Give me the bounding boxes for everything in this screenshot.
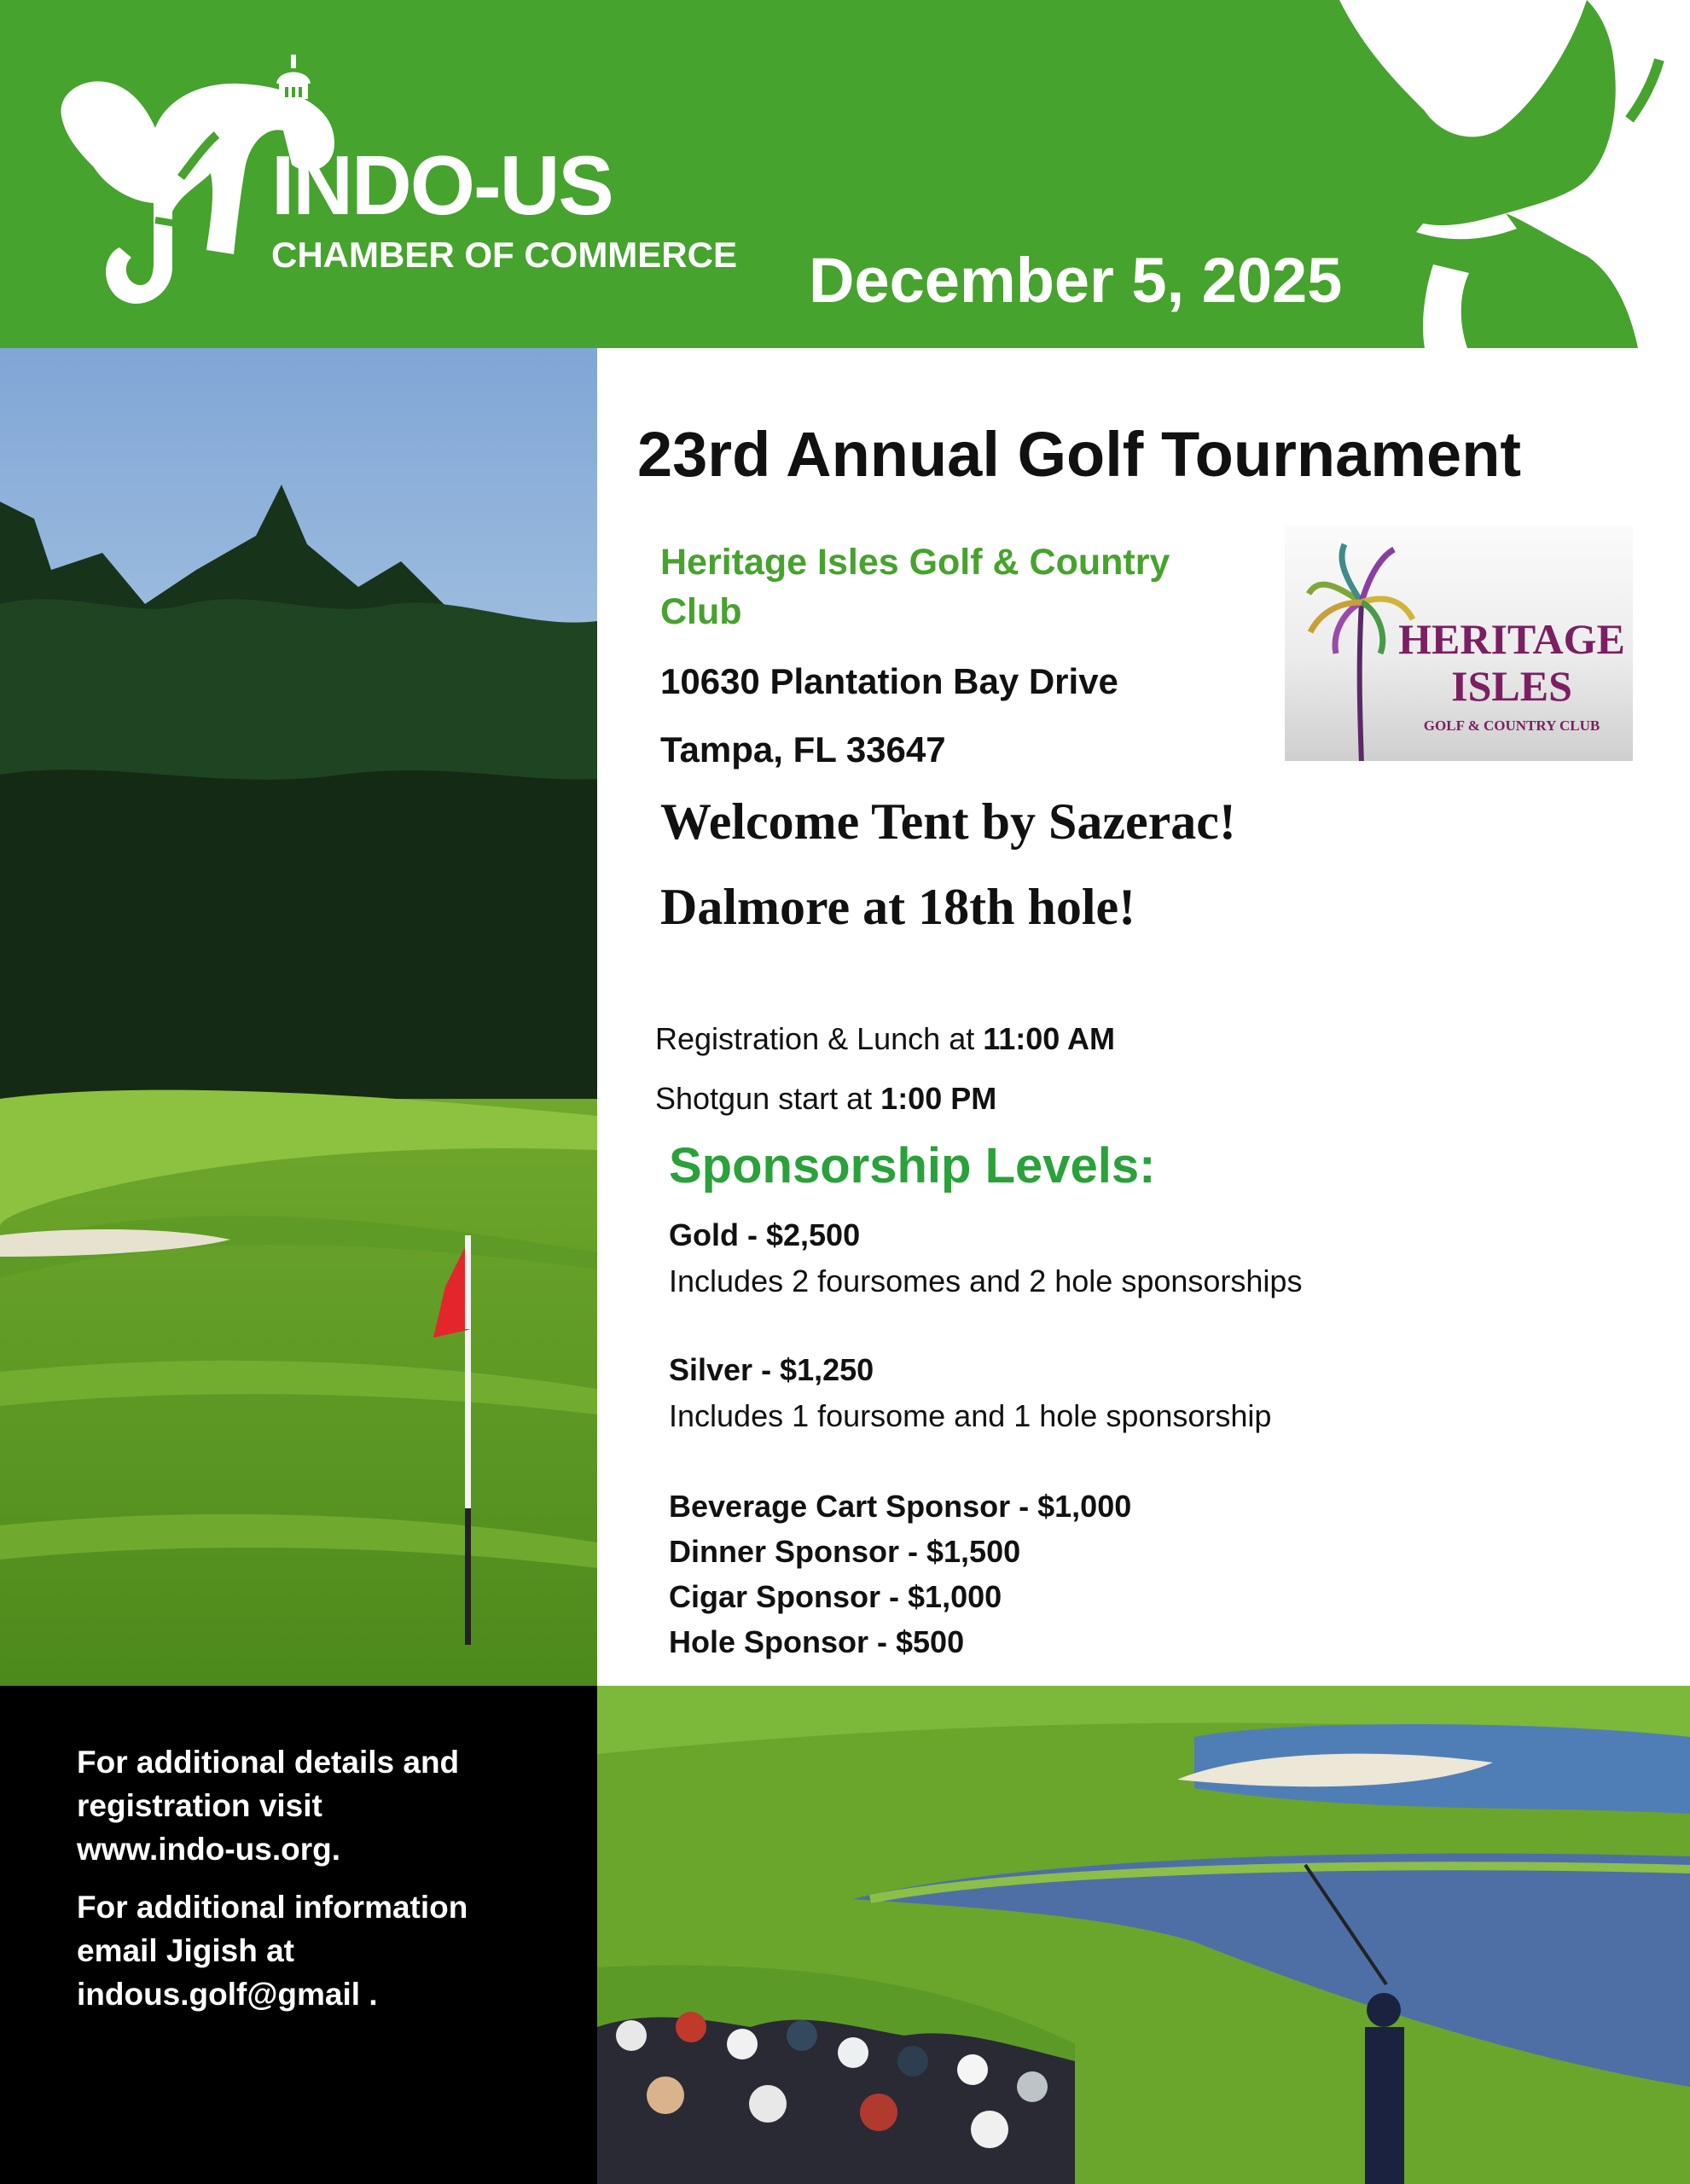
- details-line: For additional details and: [77, 1745, 460, 1780]
- isles-text: ISLES: [1451, 662, 1572, 710]
- golf-tournament-photo: [597, 1686, 1690, 2184]
- registration-label: Registration & Lunch at: [655, 1021, 984, 1056]
- venue-line: Club: [660, 591, 742, 632]
- venue-line: Heritage Isles Golf & Country: [660, 542, 1170, 583]
- shotgun-start: [655, 1083, 1423, 1114]
- welcome-tent-note: Welcome Tent by Sazerac!: [660, 793, 1236, 850]
- sponsor-item: Beverage Cart Sponsor - $1,000: [669, 1489, 1132, 1524]
- palm-tree-icon: [1285, 526, 1633, 761]
- heritage-isles-logo: [1285, 526, 1633, 761]
- silver-description: Includes 1 foursome and 1 hole sponsorship: [669, 1398, 1272, 1433]
- shotgun-label: Shotgun start at: [655, 1081, 881, 1116]
- brand-subtitle: CHAMBER OF COMMERCE: [271, 235, 737, 275]
- silver-level: Silver - $1,250: [669, 1352, 874, 1387]
- contact-line: email Jigish at: [77, 1933, 294, 1968]
- header-banner: [0, 0, 1690, 348]
- venue-name: [660, 537, 1257, 636]
- golf-course-photo: [0, 348, 597, 1686]
- registration-time-value: 11:00 AM: [983, 1021, 1115, 1056]
- event-title: 23rd Annual Golf Tournament: [637, 419, 1522, 490]
- elephant-silhouette-icon: [1331, 0, 1690, 348]
- contact-info-panel: [0, 1686, 597, 2184]
- sponsorship-heading: Sponsorship Levels:: [669, 1138, 1156, 1194]
- gold-description: Includes 2 foursomes and 2 hole sponsorships: [669, 1263, 1303, 1298]
- event-date: December 5, 2025: [809, 245, 1343, 316]
- details-line: registration visit: [77, 1788, 322, 1823]
- registration-time: [655, 1021, 1423, 1056]
- dalmore-note: Dalmore at 18th hole!: [660, 879, 1136, 935]
- contact-text: [77, 1885, 555, 2016]
- heritage-text: HERITAGE: [1398, 615, 1625, 663]
- website-link[interactable]: www.indo-us.org.: [77, 1832, 340, 1867]
- contact-line: For additional information: [77, 1890, 468, 1925]
- sponsor-item: Cigar Sponsor - $1,000: [669, 1579, 1002, 1614]
- sponsor-item: Dinner Sponsor - $1,500: [669, 1534, 1021, 1569]
- address-city: Tampa, FL 33647: [660, 729, 946, 770]
- address-street: 10630 Plantation Bay Drive: [660, 661, 1118, 701]
- shotgun-time-value: 1:00 PM: [880, 1081, 997, 1116]
- details-text: [77, 1740, 555, 1871]
- gold-level: Gold - $2,500: [669, 1217, 861, 1252]
- brand-title: INDO-US: [271, 138, 613, 232]
- golf-country-club-text: GOLF & COUNTRY CLUB: [1423, 717, 1600, 734]
- email-link[interactable]: indous.golf@gmail .: [77, 1977, 378, 2012]
- event-details: [597, 348, 1690, 1686]
- sponsor-item: Hole Sponsor - $500: [669, 1624, 965, 1659]
